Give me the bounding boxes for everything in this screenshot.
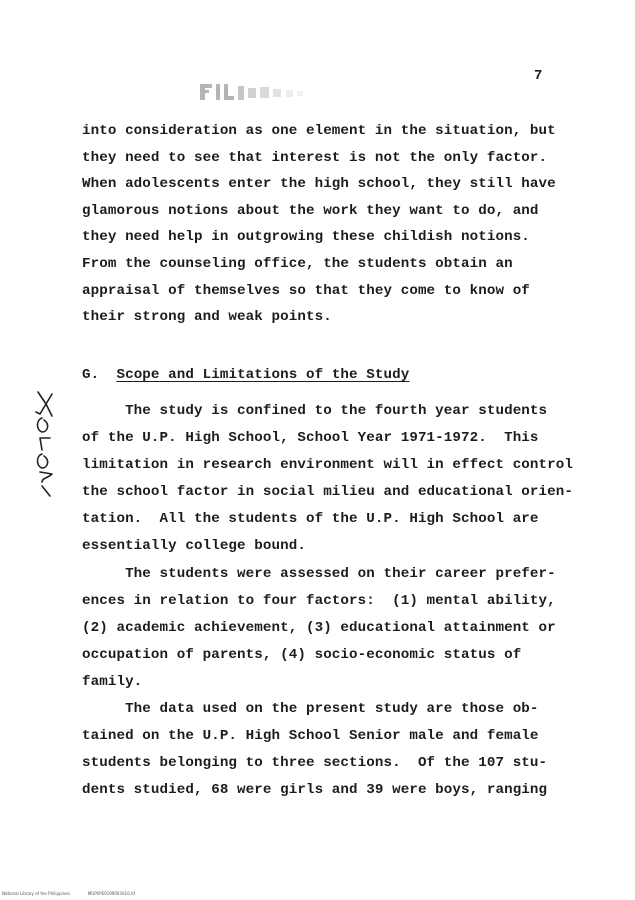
text-line: into consideration as one element in the situation, but xyxy=(82,123,556,139)
text-line: students belonging to three sections. Of the 107 stu- xyxy=(82,755,548,771)
text-line: From the counseling office, the students obtain an xyxy=(82,256,513,272)
scan-footer xyxy=(2,891,153,896)
text-line: The study is confined to the fourth year students xyxy=(82,403,548,419)
text-line: dents studied, 68 were girls and 39 were boys, ranging xyxy=(82,782,548,798)
text-line: essentially college bound. xyxy=(82,538,306,554)
footer-source: National Library of the Philippines xyxy=(2,891,70,896)
text-line: tation. All the students of the U.P. High School are xyxy=(82,511,539,527)
text-line: their strong and weak points. xyxy=(82,309,332,326)
text-line: The data used on the present study are those ob- xyxy=(82,701,539,717)
text-line: occupation of parents, (4) socio-economic status of xyxy=(82,647,522,663)
text-line: limitation in research environment will in effect control xyxy=(82,457,573,473)
text-line: of the U.P. High School, School Year 1971-1972. This xyxy=(82,430,539,446)
text-line: the school factor in social milieu and educational orien- xyxy=(82,484,573,500)
library-stamp-mark xyxy=(196,78,316,104)
section-title: Scope and Limitations of the Study xyxy=(116,367,410,383)
text-line: appraisal of themselves so that they come to know of xyxy=(82,282,530,299)
text-line: glamorous notions about the work they want to do, and xyxy=(82,202,539,219)
footer-file: MGP0PE0199003010.tif xyxy=(87,891,135,896)
text-line: ences in relation to four factors: (1) mental ability, xyxy=(82,593,556,609)
text-line: they need help in outgrowing these childish notions. xyxy=(82,229,530,246)
page-number: 7 xyxy=(534,68,543,84)
text-line: The students were assessed on their career prefer- xyxy=(82,566,556,582)
section-letter: G. xyxy=(82,367,100,383)
section-heading xyxy=(82,366,409,384)
text-line: (2) academic achievement, (3) educational attainment or xyxy=(82,620,556,636)
text-line: tained on the U.P. High School Senior male and female xyxy=(82,728,539,744)
handwritten-margin-note xyxy=(26,388,66,498)
text-line: When adolescents enter the high school, they still have xyxy=(82,176,556,193)
text-line: family. xyxy=(82,674,143,690)
text-line: they need to see that interest is not the only factor. xyxy=(82,149,548,166)
